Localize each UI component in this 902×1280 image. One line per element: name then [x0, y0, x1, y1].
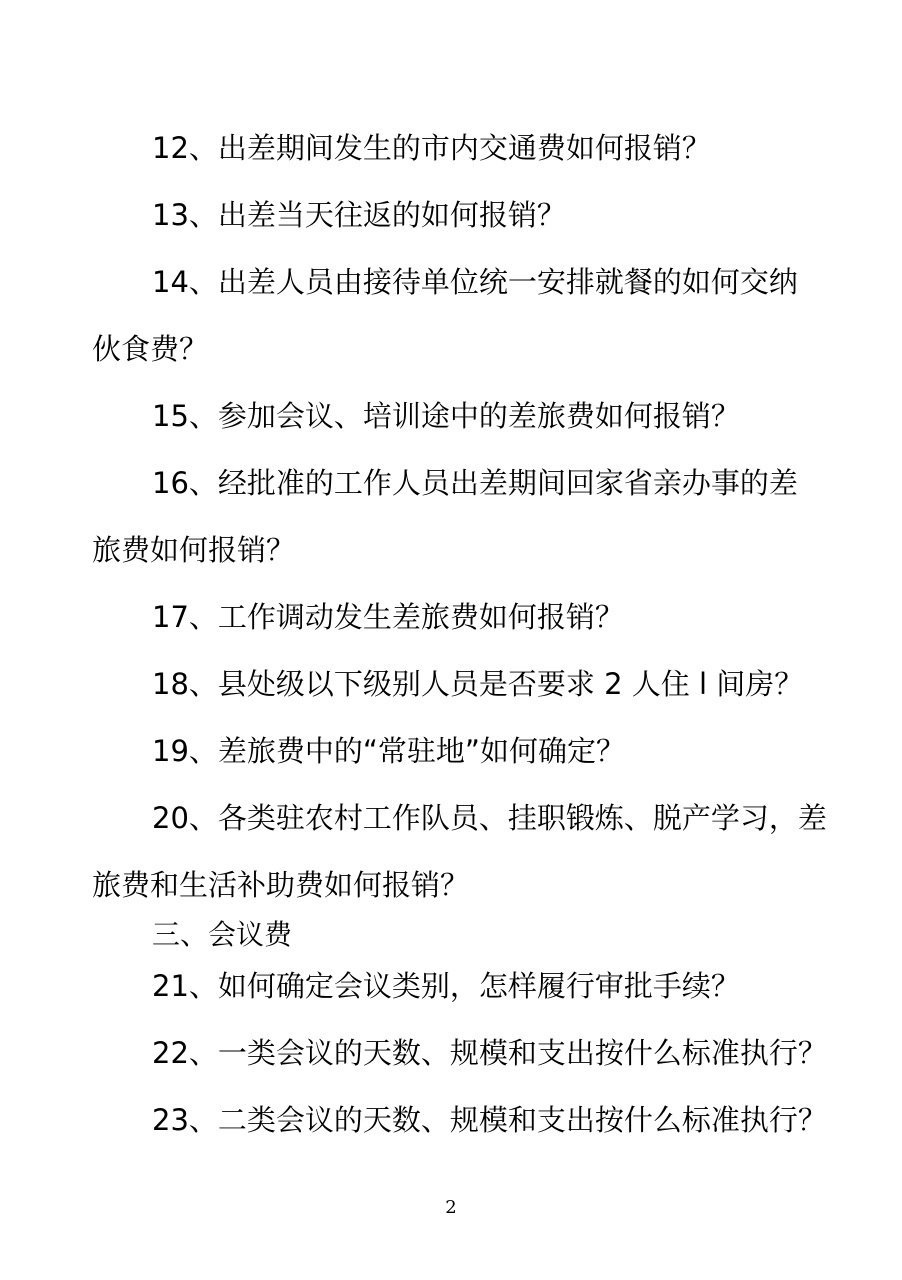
question-21: 21、如何确定会议类别，怎样履行审批手续？ [152, 969, 740, 1003]
question-13: 13、出差当天往返的如何报销？ [152, 198, 566, 232]
section-heading: 三、会议费 [152, 918, 293, 951]
question-16: 16、经批准的工作人员出差期间回家省亲办事的差 [152, 466, 798, 500]
question-22: 22、一类会议的天数、规模和支出按什么标准执行？ [152, 1036, 827, 1070]
question-14: 14、出差人员由接待单位统一安排就餐的如何交纳 [152, 265, 798, 299]
question-23: 23、二类会议的天数、规模和支出按什么标准执行？ [152, 1103, 827, 1137]
question-16-continuation: 旅费如何报销？ [92, 533, 296, 567]
question-19: 19、差旅费中的“常驻地”如何确定？ [152, 734, 625, 768]
question-15: 15、参加会议、培训途中的差旅费如何报销？ [152, 399, 740, 433]
question-12: 12、出差期间发生的市内交通费如何报销？ [152, 131, 711, 165]
question-14-continuation: 伙食费？ [92, 332, 209, 366]
question-20: 20、各类驻农村工作队员、挂职锻炼、脱产学习，差 [152, 801, 827, 835]
question-18: 18、县处级以下级别人员是否要求 2 人住 l 间房？ [152, 667, 804, 701]
question-20-continuation: 旅费和生活补助费如何报销？ [92, 868, 470, 902]
page-number: 2 [445, 1197, 457, 1218]
question-17: 17、工作调动发生差旅费如何报销？ [152, 600, 624, 634]
